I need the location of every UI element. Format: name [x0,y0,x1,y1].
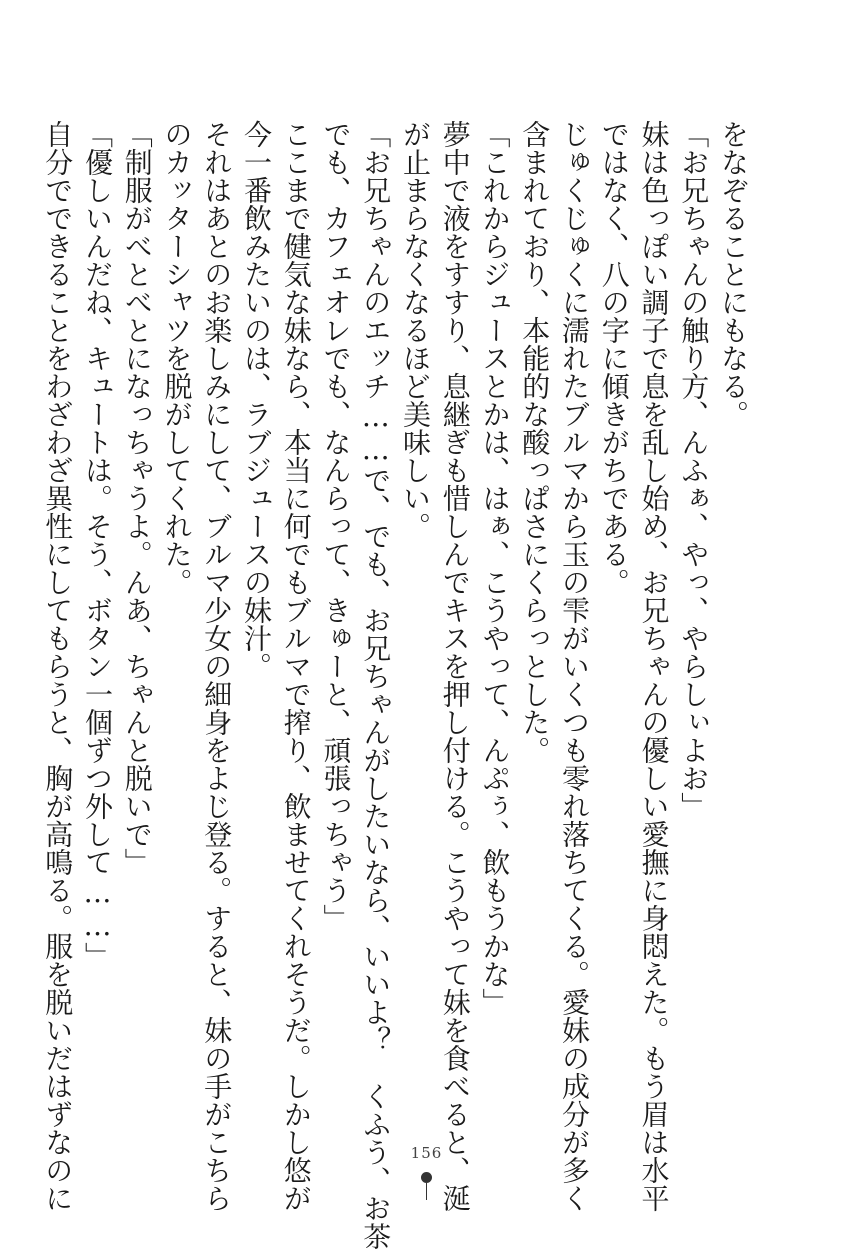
text-line: 妹は色っぽい調子で息を乱し始め、お兄ちゃんの優しい愛撫に身悶えた。もう眉は水平 [637,120,671,1212]
text-line: でも、カフェオレでも、なんらって、きゅーと、頑張っちゃう」 [319,120,353,932]
page-marker-rule [426,1183,427,1200]
text-line: が止まらなくなるほど美味しい。 [399,120,432,540]
text-line: 「お兄ちゃんの触り方、んふぁ、やっ、やらしぃよお」 [677,120,711,820]
text-line: をなぞることにもなる。 [717,120,750,428]
text-line: それはあとのお楽しみにして、ブルマ少女の細身をよじ登る。すると、妹の手がこちら [200,120,234,1212]
text-line: 「お兄ちゃんのエッチ……で、でも、お兄ちゃんがしたいなら、いいよ？ くふう、お茶 [359,120,393,1250]
text-line: 今一番飲みたいのは、ラブジュースの妹汁。 [240,120,273,680]
text-line: 「制服がべとべとになっちゃうよ。んあ、ちゃんと脱いで」 [120,120,154,876]
text-line: じゅくじゅくに濡れたブルマから玉の雫がいくつも零れ落ちてくる。愛妹の成分が多く [558,120,591,1212]
page-number: 156 [410,1144,443,1162]
text-line: 自分でできることをわざわざ異性にしてもらうと、胸が高鳴る。服を脱いだはずなのに [41,120,75,1212]
text-line: 夢中で液をすすり、息継ぎも惜しんでキスを押し付ける。こうやって妹を食べると、涎 [438,120,472,1212]
text-line: ここまで健気な妹なら、本当に何でもブルマで搾り、飲ませてくれそうだ。しかし悠が [279,120,313,1212]
text-line: のカッターシャツを脱がしてくれた。 [160,120,194,596]
text-line: 含まれており、本能的な酸っぱさにくらっとした。 [518,120,552,764]
text-line: 「これからジュースとかは、はぁ、こうやって、んぷぅ、飲もうかな」 [478,120,512,1016]
text-line: 「優しいんだね、キュートは。そう、ボタン一個ずつ外して……」 [81,120,114,970]
text-line: ではなく、八の字に傾きがちである。 [597,120,631,596]
page-marker-dot [421,1172,432,1183]
